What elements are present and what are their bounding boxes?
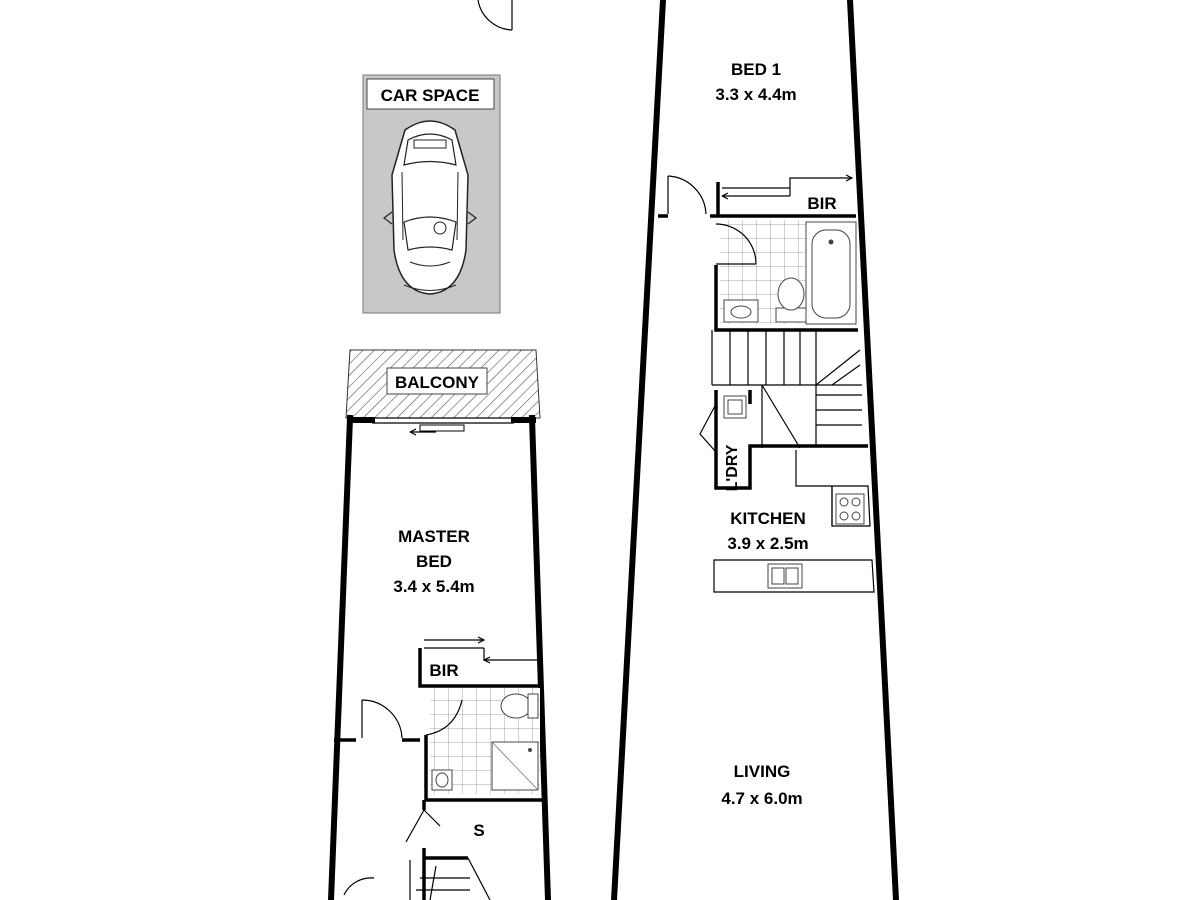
kitchen-name: KITCHEN xyxy=(730,509,806,528)
living xyxy=(721,762,802,808)
entry-door-swing-icon xyxy=(478,0,512,30)
staircase-icon-right xyxy=(712,330,862,448)
toilet-icon xyxy=(501,694,538,718)
bed1-size: 3.3 x 4.4m xyxy=(715,85,797,104)
bathroom xyxy=(716,220,858,330)
laundry-label: L'DRY xyxy=(724,444,741,492)
balcony-label: BALCONY xyxy=(394,373,480,392)
living-name: LIVING xyxy=(733,762,791,781)
cooktop-icon xyxy=(836,494,864,524)
bed1 xyxy=(715,60,796,104)
storage-label: S xyxy=(473,821,485,840)
storage xyxy=(406,800,485,900)
bed1-name: BED 1 xyxy=(730,60,782,79)
master-bed-name-line2: BED xyxy=(416,552,452,571)
master-bir xyxy=(420,637,541,686)
sliding-door-arrow-icon xyxy=(410,425,464,435)
car-space xyxy=(363,75,500,313)
balcony xyxy=(346,350,540,418)
sink-icon xyxy=(768,564,802,588)
master-bed-name-line1: MASTER xyxy=(398,527,470,546)
sink-icon xyxy=(724,396,746,418)
master-bed-label-group xyxy=(393,527,474,596)
master-bed-walls xyxy=(331,418,548,900)
shower-icon xyxy=(492,742,538,790)
staircase-icon xyxy=(344,858,490,900)
laundry xyxy=(700,390,868,491)
sink-icon xyxy=(724,300,758,322)
car-space-label: CAR SPACE xyxy=(380,86,480,105)
bed1-bir xyxy=(718,175,852,216)
kitchen-size: 3.9 x 2.5m xyxy=(727,534,809,553)
master-ensuite xyxy=(426,688,543,800)
living-size: 4.7 x 6.0m xyxy=(721,789,803,808)
bed1-door-swing-icon xyxy=(668,176,706,214)
sink-icon xyxy=(432,770,452,790)
bathtub-icon xyxy=(806,222,856,324)
bed1-bir-label: BIR xyxy=(807,194,837,213)
master-bed-size: 3.4 x 5.4m xyxy=(393,577,475,596)
toilet-icon xyxy=(776,278,806,322)
master-bir-label: BIR xyxy=(429,661,459,680)
